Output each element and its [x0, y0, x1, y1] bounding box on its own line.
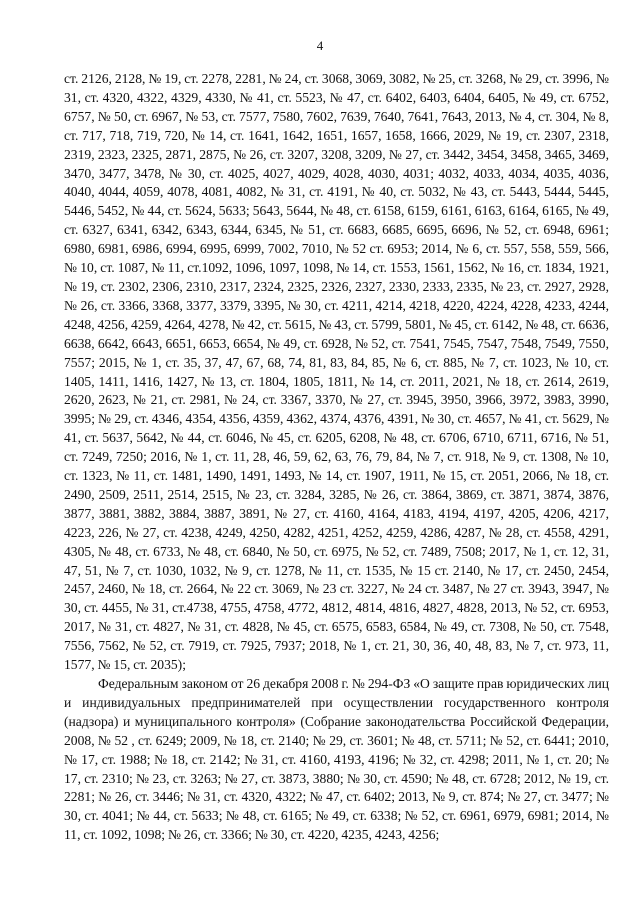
document-body	[64, 70, 609, 845]
federal-law-paragraph: Федеральным законом от 26 декабря 2008 г. № 294-ФЗ «О защите прав юридических лиц и индивидуальных предпринимателей при осуществлении государственного контроля (надзора) и муниципального контроля» (Собрание законодательства Российской Федерации, 2008, № 52 , ст. 6249; 2009, № 18, ст. 2140; № 29, ст. 3601; № 48, ст. 5711; № 52, ст. 6441; 2010, № 17, ст. 1988; № 18, ст. 2142; № 31, ст. 4160, 4193, 4196; № 32, ст. 4298; 2011, № 1, ст. 20; № 17, ст. 2310; № 23, ст. 3263; № 27, ст. 3873, 3880; № 30, ст. 4590; № 48, ст. 6728; 2012, № 19, ст. 2281; № 26, ст. 3446; № 31, ст. 4320, 4322; № 47, ст. 6402; 2013, № 9, ст. 874; № 27, ст. 3477; № 30, ст. 4041; № 44, ст. 5633; № 48, ст. 6165; № 49, ст. 6338; № 52, ст. 6961, 6979, 6981; 2014, № 11, ст. 1092, 1098; № 26, ст. 3366; № 30, ст. 4220, 4235, 4243, 4256;	[64, 676, 609, 843]
page-number: 4	[316, 38, 324, 53]
citation-paragraph: ст. 2126, 2128, № 19, ст. 2278, 2281, № 24, ст. 3068, 3069, 3082, № 25, ст. 3268, № 29, ст. 3996, № 31, ст. 4320, 4322, 4329, 4330, № 41, ст. 5523, № 47, ст. 6402, 6403, 6404, 6405, № 49, ст. 6752, 6757, № 50, ст. 6967, № 53, ст. 7577, 7580, 7602, 7639, 7640, 7641, 7643, 2013, № 4, ст. 304, № 8, ст. 717, 718, 719, 720, № 14, ст. 1641, 1642, 1651, 1657, 1658, 1666, 2029, № 19, ст. 2307, 2318, 2319, 2323, 2325, 2871, 2875, № 26, ст. 3207, 3208, 3209, № 27, ст. 3442, 3454, 3458, 3465, 3469, 3470, 3477, 3478, № 30, ст. 4025, 4027, 4029, 4028, 4030, 4031; 4032, 4033, 4034, 4035, 4036, 4040, 4044, 4059, 4078, 4081, 4082, № 31, ст. 4191, № 40, ст. 5032, № 43, ст. 5443, 5444, 5445, 5446, 5452, № 44, ст. 5624, 5633; 5643, 5644, № 48, ст. 6158, 6159, 6161, 6163, 6164, 6165, № 49, ст. 6327, 6341, 6342, 6343, 6344, 6345, № 51, ст. 6683, 6685, 6695, 6696, № 52, ст. 6948, 6961; 6980, 6981, 6986, 6994, 6995, 6999, 7002, 7010, № 52 ст. 6953; 2014, № 6, ст. 557, 558, 559, 566, № 10, ст. 1087, № 11, ст.1092, 1096, 1097, 1098, № 14, ст. 1553, 1561, 1562, № 16, ст. 1834, 1921, № 19, ст. 2302, 2306, 2310, 2317, 2324, 2325, 2326, 2327, 2330, 2333, 2335, № 23, ст. 2927, 2928, № 26, ст. 3366, 3368, 3377, 3379, 3395, № 30, ст. 4211, 4214, 4218, 4220, 4224, 4228, 4233, 4244, 4248, 4256, 4259, 4264, 4278, № 42, ст. 5615, № 43, ст. 5799, 5801, № 45, ст. 6142, № 48, ст. 6636, 6638, 6642, 6643, 6651, 6653, 6654, № 49, ст. 6928, № 52, ст. 7541, 7545, 7547, 7548, 7549, 7550, 7557; 2015, № 1, ст. 35, 37, 47, 67, 68, 74, 81, 83, 84, 85, № 6, ст. 885, № 7, ст. 1023, № 10, ст. 1405, 1411, 1416, 1427, № 13, ст. 1804, 1805, 1811, № 14, ст. 2011, 2021, № 18, ст. 2614, 2619, 2620, 2623, № 21, ст. 2981, № 24, ст. 3367, 3370, № 27, ст. 3945, 3950, 3966, 3972, 3983, 3990, 3995; № 29, ст. 4346, 4354, 4356, 4359, 4362, 4374, 4376, 4391, № 30, ст. 4657, № 41, ст. 5629, № 41, ст. 5637, 5642, № 44, ст. 6046, № 45, ст. 6205, 6208, № 48, ст. 6706, 6710, 6711, 6716, № 51, ст. 7249, 7250; 2016, № 1, ст. 11, 28, 46, 59, 62, 63, 76, 79, 84, № 7, ст. 918, № 9, ст. 1308, № 10, ст. 1323, № 11, ст. 1481, 1490, 1491, 1493, № 14, ст. 1907, 1911, № 15, ст. 2051, 2066, № 18, ст. 2490, 2509, 2511, 2514, 2515, № 23, ст. 3284, 3285, № 26, ст. 3864, 3869, ст. 3871, 3874, 3876, 3877, 3881, 3882, 3884, 3887, 3891, № 27, ст. 4160, 4164, 4183, 4194, 4197, 4205, 4206, 4217, 4223, 226, № 27, ст. 4238, 4249, 4250, 4282, 4251, 4252, 4259, 4286, 4287, № 28, ст. 4558, 4291, 4305, № 48, ст. 6733, № 48, ст. 6840, № 50, ст. 6975, № 52, ст. 7489, 7508; 2017, № 1, ст. 12, 31, 47, 51, № 7, ст. 1030, 1032, № 9, ст. 1278, № 11, ст. 1535, № 15 ст. 2140, № 17, ст. 2450, 2454, 2457, 2460, № 18, ст. 2664, № 22 ст. 3069, № 23 ст. 3227, № 24 ст. 3487, № 27 ст. 3943, 3947, № 30, ст. 4455, № 31, ст.4738, 4755, 4758, 4772, 4812, 4814, 4816, 4827, 4828, 2013, № 52, ст. 6953, 2017, № 31, ст. 4827, № 31, ст. 4828, № 45, ст. 6575, 6583, 6584, № 49, ст. 7308, № 50, ст. 7548, 7556, 7562, № 52, ст. 7919, ст. 7925, 7937; 2018, № 1, ст. 21, 30, 36, 40, 48, 83, № 7, ст. 973, 11, 1577, № 15, ст. 2035);	[64, 71, 609, 673]
